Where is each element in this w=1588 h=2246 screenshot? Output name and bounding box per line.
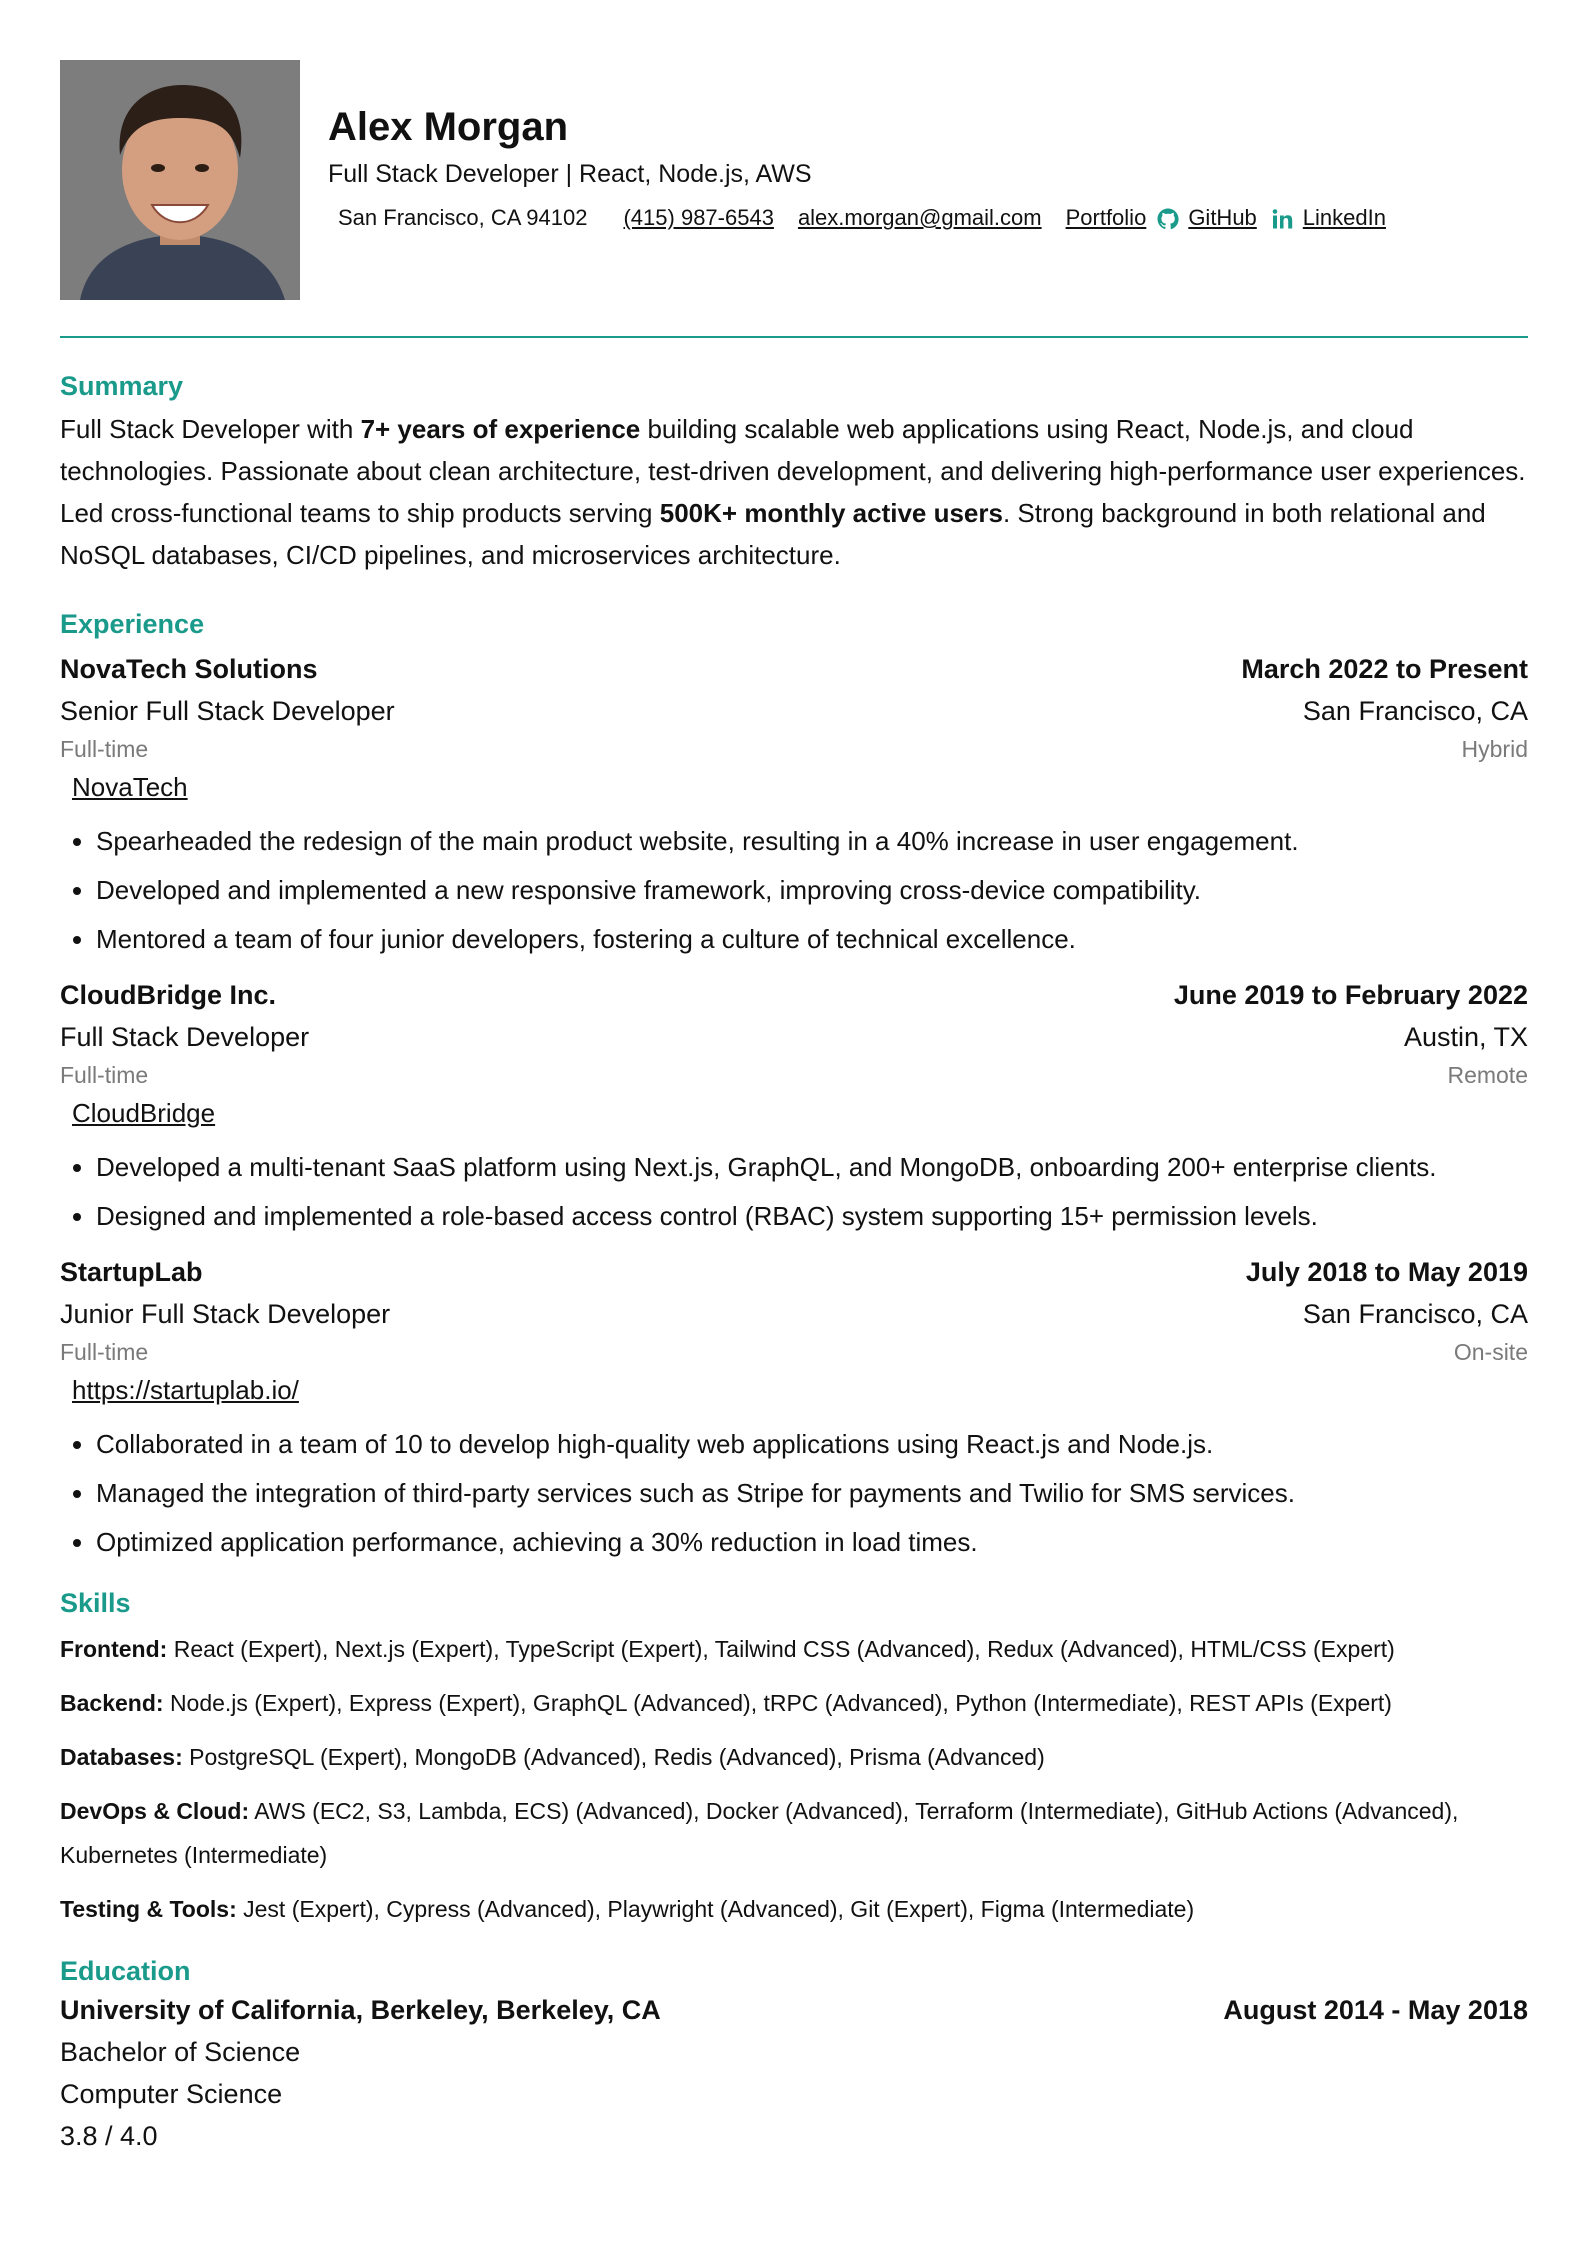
job-mode: Hybrid — [1461, 736, 1528, 762]
linkedin-link-wrap[interactable] — [1271, 203, 1386, 233]
skill-group — [60, 1681, 1528, 1725]
resume-page — [60, 60, 1528, 2157]
skill-group — [60, 1627, 1528, 1671]
skill-group-items: AWS (EC2, S3, Lambda, ECS) (Advanced), Docker (Advanced), Terraform (Intermediate), GitHub Actions (Advanced), Kubernetes (Intermediate) — [60, 1798, 1459, 1868]
job-company: StartupLab — [60, 1257, 203, 1287]
job-company-link[interactable]: NovaTech — [72, 772, 188, 802]
experience-heading: Experience — [60, 609, 205, 639]
skill-group-label: Backend: — [60, 1690, 164, 1716]
github-link[interactable]: GitHub — [1188, 205, 1257, 230]
job-location: San Francisco, CA — [1302, 1299, 1528, 1329]
education-school: University of California, Berkeley, Berkeley, CA — [60, 1995, 661, 2025]
linkedin-link[interactable]: LinkedIn — [1302, 205, 1386, 230]
job-entry — [60, 648, 1528, 960]
job-company-link[interactable]: https://startuplab.io/ — [72, 1375, 299, 1405]
summary-highlight-experience: 7+ years of experience — [360, 414, 641, 444]
github-icon — [1156, 207, 1180, 231]
job-dates: March 2022 to Present — [1241, 654, 1528, 684]
job-bullet: • Mentored a team of four junior developers, fostering a culture of technical excellence. — [96, 918, 1528, 960]
summary-part-2: building scalable web applications using React, Node.js, and cloud technologies. Passionate about clean architecture, test-driven development, and delivering high-performance user experiences. Led cross-functional teams to ship products serving — [60, 414, 1526, 528]
education-dates: August 2014 - May 2018 — [1223, 1995, 1528, 2025]
job-mode: On-site — [1453, 1339, 1528, 1365]
profile-photo — [60, 60, 300, 300]
job-bullet: • Optimized application performance, achieving a 30% reduction in load times. — [96, 1521, 1528, 1563]
skill-group-items: React (Expert), Next.js (Expert), TypeScript (Expert), Tailwind CSS (Advanced), Redux (Advanced), HTML/CSS (Expert) — [173, 1636, 1395, 1662]
skill-group-items: Node.js (Expert), Express (Expert), GraphQL (Advanced), tRPC (Advanced), Python (Intermediate), REST APIs (Expert) — [169, 1690, 1392, 1716]
job-bullets — [60, 1423, 1528, 1563]
job-bullet: • Developed and implemented a new responsive framework, improving cross-device compatibility. — [96, 869, 1528, 911]
job-bullet: • Collaborated in a team of 10 to develop high-quality web applications using React.js and Node.js. — [96, 1423, 1528, 1465]
job-bullet: • Spearheaded the redesign of the main product website, resulting in a 40% increase in user engagement. — [96, 820, 1528, 862]
job-type: Full-time — [60, 736, 149, 762]
education-field: Computer Science — [60, 2079, 283, 2109]
job-bullet: • Developed a multi-tenant SaaS platform using Next.js, GraphQL, and MongoDB, onboarding 200+ enterprise clients. — [96, 1146, 1528, 1188]
job-role: Junior Full Stack Developer — [60, 1299, 391, 1329]
summary-highlight-users: 500K+ monthly active users — [659, 498, 1003, 528]
summary-part-3: . Strong background in both relational and NoSQL databases, CI/CD pipelines, and microservices architecture. — [60, 498, 1486, 570]
skill-group-label: Testing & Tools: — [60, 1896, 237, 1922]
job-entry — [60, 974, 1528, 1237]
education-heading: Education — [60, 1956, 191, 1986]
contact-row — [328, 203, 1386, 233]
job-company: CloudBridge Inc. — [60, 980, 276, 1010]
summary-text — [60, 408, 1528, 576]
job-mode: Remote — [1447, 1062, 1528, 1088]
job-dates: June 2019 to February 2022 — [1173, 980, 1528, 1010]
contact-phone-link[interactable]: (415) 987-6543 — [623, 205, 774, 230]
skill-group-label: Databases: — [60, 1744, 183, 1770]
skill-group-items: Jest (Expert), Cypress (Advanced), Playwright (Advanced), Git (Expert), Figma (Intermediate) — [243, 1896, 1195, 1922]
job-location: Austin, TX — [1403, 1022, 1528, 1052]
skill-group-label: DevOps & Cloud: — [60, 1798, 250, 1824]
education-gpa: 3.8 / 4.0 — [60, 2121, 158, 2151]
job-location: San Francisco, CA — [1302, 696, 1528, 726]
job-type: Full-time — [60, 1339, 149, 1365]
job-bullets — [60, 1146, 1528, 1237]
job-type: Full-time — [60, 1062, 149, 1088]
job-company-link[interactable]: CloudBridge — [72, 1098, 216, 1128]
job-bullets — [60, 820, 1528, 960]
portrait-image — [60, 60, 300, 300]
education-degree: Bachelor of Science — [60, 2037, 301, 2067]
header-divider — [60, 336, 1528, 338]
job-role: Senior Full Stack Developer — [60, 696, 395, 726]
summary-part-1: Full Stack Developer with — [60, 414, 361, 444]
portfolio-link[interactable]: Portfolio — [1065, 205, 1147, 230]
candidate-headline: Full Stack Developer | React, Node.js, AWS — [328, 160, 812, 188]
skill-group — [60, 1735, 1528, 1779]
job-bullet: • Designed and implemented a role-based access control (RBAC) system supporting 15+ permission levels. — [96, 1195, 1528, 1237]
contact-email-link[interactable]: alex.morgan@gmail.com — [797, 205, 1042, 230]
job-entry — [60, 1251, 1528, 1563]
contact-location: San Francisco, CA 94102 — [338, 205, 588, 230]
job-company: NovaTech Solutions — [60, 654, 318, 684]
job-role: Full Stack Developer — [60, 1022, 310, 1052]
resume-header — [60, 60, 1528, 300]
skills-heading: Skills — [60, 1588, 131, 1618]
job-bullet: • Managed the integration of third-party services such as Stripe for payments and Twilio for SMS services. — [96, 1472, 1528, 1514]
job-dates: July 2018 to May 2019 — [1245, 1257, 1528, 1287]
skill-group-label: Frontend: — [60, 1636, 168, 1662]
summary-heading: Summary — [60, 371, 184, 401]
linkedin-icon — [1271, 207, 1295, 231]
skill-group — [60, 1789, 1528, 1877]
header-info — [328, 60, 1386, 233]
skill-group-items: PostgreSQL (Expert), MongoDB (Advanced), Redis (Advanced), Prisma (Advanced) — [189, 1744, 1045, 1770]
skill-group — [60, 1887, 1528, 1931]
candidate-name: Alex Morgan — [328, 105, 569, 149]
github-link-wrap[interactable] — [1156, 203, 1256, 233]
